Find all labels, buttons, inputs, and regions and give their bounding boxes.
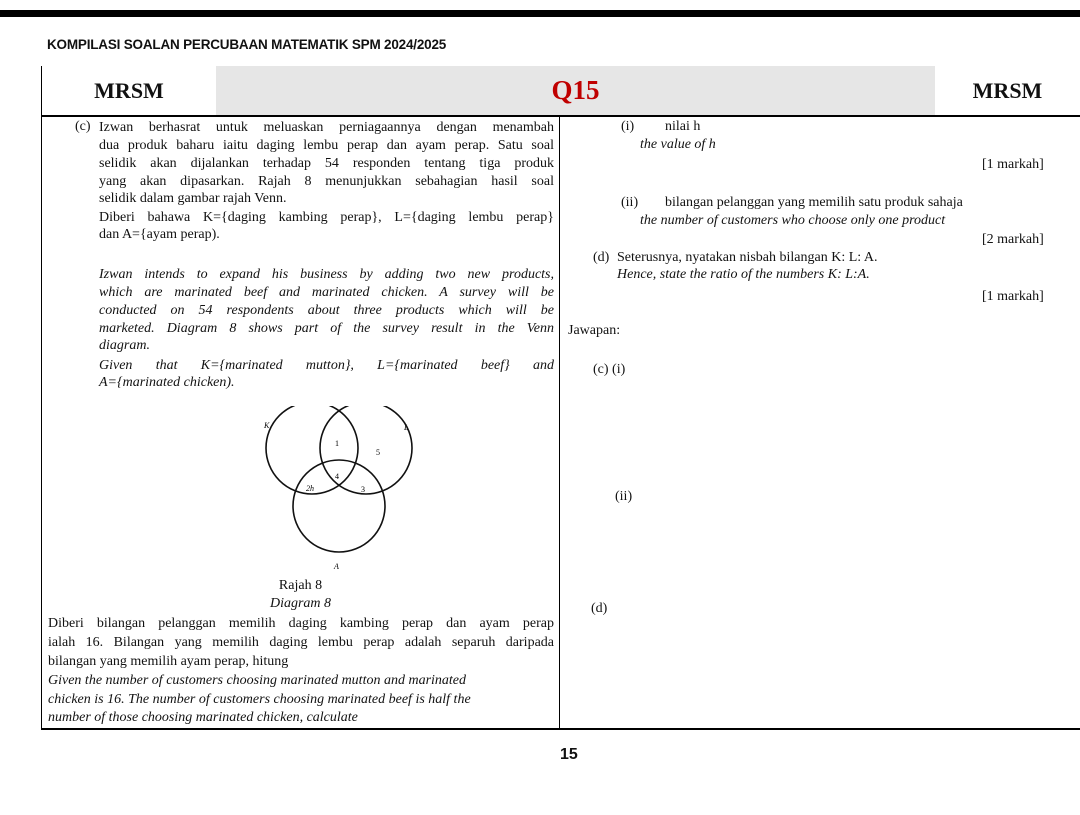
part-d-english: Hence, state the ratio of the numbers K: L:A. <box>617 267 870 282</box>
set-a-label: A <box>334 562 339 571</box>
part-c-malay-line-2: dua produk baharu iaitu daging lembu perap dan ayam perap. Satu soal <box>99 138 554 153</box>
part-c-malay-line-5: selidik dalam gambar rajah Venn. <box>99 191 287 206</box>
part-c-english-line-1: Izwan intends to expand his business by adding two new products, <box>99 267 554 282</box>
sub-ii-malay: bilangan pelanggan yang memilih satu produk sahaja <box>665 195 963 210</box>
part-d-malay: Seterusnya, nyatakan nisbah bilangan K: L: A. <box>617 250 878 265</box>
top-rule <box>0 10 1080 17</box>
venn-diagram <box>242 406 422 576</box>
part-c-malay-line-3: selidik akan dijalankan terhadap 54 responden tentang tiga produk <box>99 156 554 171</box>
set-k-circle <box>266 406 358 494</box>
document-title: KOMPILASI SOALAN PERCUBAAN MATEMATIK SPM 2024/2025 <box>47 37 447 52</box>
sub-i-marks: [1 markah] <box>982 157 1044 172</box>
subquestion-column <box>560 116 1080 728</box>
given-malay-line-3: bilangan yang memilih ayam perap, hitung <box>48 654 289 669</box>
answer-d-label: (d) <box>591 601 608 616</box>
part-c-english-line-7: A={marinated chicken). <box>99 375 235 390</box>
page-number: 15 <box>560 746 578 763</box>
part-c-english-line-2: which are marinated beef and marinated chicken. A survey will be <box>99 285 554 300</box>
header-left-source: MRSM <box>41 66 217 115</box>
sub-ii-english: the number of customers who choose only one product <box>640 213 946 228</box>
sub-ii-marks: [2 markah] <box>982 232 1044 247</box>
sub-i-label: (i) <box>621 119 635 134</box>
question-number: Q15 <box>216 66 935 115</box>
diagram-caption-english: Diagram 8 <box>269 596 332 611</box>
set-l-circle <box>320 406 412 494</box>
question-column <box>42 116 559 728</box>
given-english-line-2: chicken is 16. The number of customers choosing marinated beef is half the <box>48 692 471 707</box>
given-english-line-1: Given the number of customers choosing marinated mutton and marinated <box>48 673 467 688</box>
sub-i-malay: nilai h <box>665 119 701 134</box>
part-c-english-line-5: diagram. <box>99 338 150 353</box>
given-malay-line-1: Diberi bilangan pelanggan memilih daging kambing perap dan ayam perap <box>48 616 554 631</box>
answer-heading: Jawapan: <box>568 323 621 338</box>
question-header <box>41 66 1080 117</box>
part-c-malay-line-4: yang akan dipasarkan. Rajah 8 menunjukkan sebahagian hasil soal <box>99 174 554 189</box>
part-c-english-line-3: conducted on 54 respondents about three products which will be <box>99 303 554 318</box>
set-a-circle <box>293 460 385 552</box>
given-english-line-3: number of those choosing marinated chicken, calculate <box>48 710 358 725</box>
set-l-label: L <box>404 423 409 432</box>
part-c-english-line-6: Given that K={marinated mutton}, L={marinated beef} and <box>99 358 554 373</box>
given-malay-line-2: ialah 16. Bilangan yang memilih daging lembu perap adalah separuh daripada <box>48 635 554 650</box>
region-l-only: 5 <box>376 448 380 457</box>
part-c-english-line-4: marketed. Diagram 8 shows part of the survey result in the Venn <box>99 321 554 336</box>
sub-ii-label: (ii) <box>621 195 639 210</box>
header-right-source: MRSM <box>972 77 1043 103</box>
part-d-marks: [1 markah] <box>982 289 1044 304</box>
answer-c-i-label: (c) (i) <box>593 362 626 377</box>
part-d-label: (d) <box>593 250 610 265</box>
diagram-caption-malay: Rajah 8 <box>278 578 323 593</box>
set-k-label: K <box>264 421 270 430</box>
region-k-a-only: 2h <box>306 484 314 493</box>
part-c-label: (c) <box>75 119 91 134</box>
sub-i-english: the value of h <box>640 137 716 152</box>
region-k-l-a: 4 <box>335 472 339 481</box>
part-c-malay-line-7: dan A={ayam perap). <box>99 227 220 242</box>
region-l-a-only: 3 <box>361 485 365 494</box>
part-c-malay-line-6: Diberi bahawa K={daging kambing perap}, L={daging lembu perap} <box>99 210 554 225</box>
region-k-l-only: 1 <box>335 439 339 448</box>
question-body <box>41 116 1080 730</box>
part-c-malay-line-1: Izwan berhasrat untuk meluaskan perniagaannya dengan menambah <box>99 120 554 135</box>
answer-c-ii-label: (ii) <box>615 489 633 504</box>
